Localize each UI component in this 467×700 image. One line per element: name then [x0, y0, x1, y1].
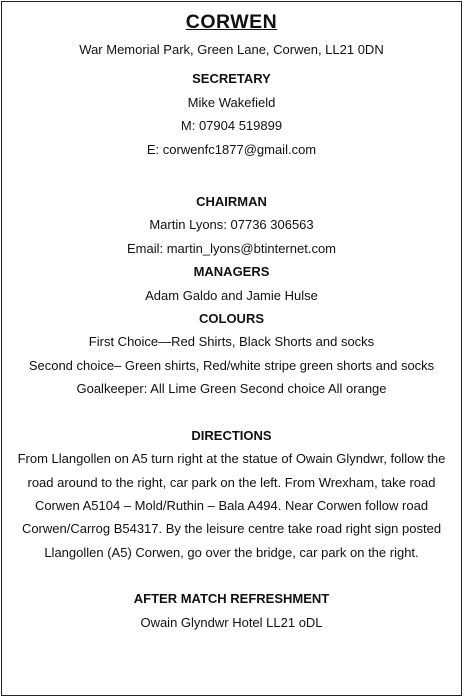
managers-names: Adam Galdo and Jamie Hulse: [145, 287, 318, 303]
chairman-section: [8, 190, 455, 260]
refreshment-heading: AFTER MATCH REFRESHMENT: [133, 591, 330, 607]
secretary-name: Mike Wakefield: [187, 94, 276, 110]
secretary-mobile: M: 07904 519899: [180, 118, 283, 134]
spacer: [8, 401, 455, 424]
directions-text: From Llangollen on A5 turn right at the statue of Owain Glyndwr, follow the road around to the right, car park on the left. From Wrexham, take road Corwen A5104 – Mold/Ruthin – Bala A494. Near Corwen follow road Corwen/Carrog B54317. By the leisure centre take road right sign posted Llangollen (A5) Corwen, go over the bridge, car park on the right.: [17, 451, 446, 560]
refreshment-section: [8, 587, 455, 634]
secretary-section: [8, 67, 455, 161]
colours-section: [8, 307, 455, 401]
chairman-phone: Martin Lyons: 07736 306563: [149, 217, 314, 233]
directions-heading: DIRECTIONS: [191, 427, 272, 443]
spacer: [8, 161, 455, 184]
directions-section: [8, 424, 455, 564]
managers-section: [8, 260, 455, 307]
spacer: [8, 564, 455, 587]
refreshment-venue: Owain Glyndwr Hotel LL21 oDL: [140, 614, 323, 630]
club-title: CORWEN: [185, 11, 278, 33]
colours-first-choice: First Choice—Red Shirts, Black Shorts and socks: [88, 334, 375, 350]
colours-heading: COLOURS: [199, 311, 264, 327]
secretary-heading: SECRETARY: [192, 71, 271, 87]
chairman-heading: CHAIRMAN: [196, 194, 267, 210]
secretary-email: E: corwenfc1877@gmail.com: [146, 141, 317, 157]
ground-address: War Memorial Park, Green Lane, Corwen, LL21 0DN: [79, 42, 384, 57]
club-details-document: [8, 8, 455, 634]
managers-heading: MANAGERS: [193, 264, 270, 280]
colours-second-choice: Second choice– Green shirts, Red/white stripe green shorts and socks: [28, 357, 435, 373]
chairman-email: Email: martin_lyons@btinternet.com: [127, 240, 336, 256]
colours-goalkeeper: Goalkeeper: All Lime Green Second choice All orange: [76, 381, 387, 397]
